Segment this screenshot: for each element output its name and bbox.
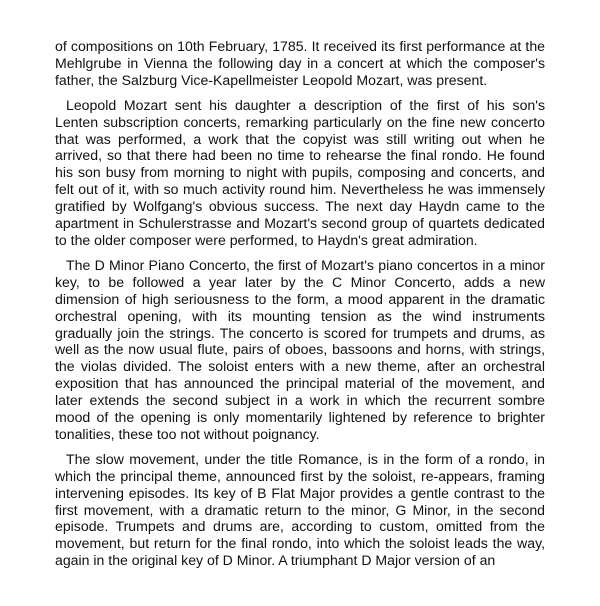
paragraph-2: Leopold Mozart sent his daughter a description of the first of his son's Lenten subscription concerts, remarking particularly on the fine new concerto that was performed, a work that the copyist was still writing out when he arrived, so that there had been no time to rehearse the final rondo. He found his son busy from morning to night with pupils, composing and concerts, and felt out of it, with so much activity round him. Nevertheless he was immensely gratified by Wolfgang's obvious success. The next day Haydn came to the apartment in Schulerstrasse and Mozart's second group of quartets dedicated to the older composer were performed, to Haydn's great admiration. [55,96,545,248]
paragraph-1: of compositions on 10th February, 1785. It received its first performance at the Mehlgrube in Vienna the following day in a concert at which the composer's father, the Salzburg Vice-Kapellmeister Leopold Mozart, was present. [55,38,545,88]
paragraph-3: The D Minor Piano Concerto, the first of Mozart's piano concertos in a minor key, to be followed a year later by the C Minor Concerto, adds a new dimension of high seriousness to the form, a mood apparent in the dramatic orchestral opening, with its mounting tension as the wind instruments gradually join the strings. The concerto is scored for trumpets and drums, as well as the now usual flute, pairs of oboes, bassoons and horns, with strings, the violas divided. The soloist enters with a new theme, after an orchestral exposition that has announced the principal material of the movement, and later extends the second subject in a work in which the recurrent sombre mood of the opening is only momentarily lightened by reference to brighter tonalities, these too not without poignancy. [55,256,545,442]
document-page [55,38,545,577]
paragraph-4: The slow movement, under the title Romance, is in the form of a rondo, in which the principal theme, announced first by the soloist, re-appears, framing intervening episodes. Its key of B Flat Major provides a gentle contrast to the first movement, with a dramatic return to the minor, G Minor, in the second episode. Trumpets and drums are, according to custom, omitted from the movement, but return for the final rondo, into which the soloist leads the way, again in the original key of D Minor. A triumphant D Major version of an [55,450,545,569]
